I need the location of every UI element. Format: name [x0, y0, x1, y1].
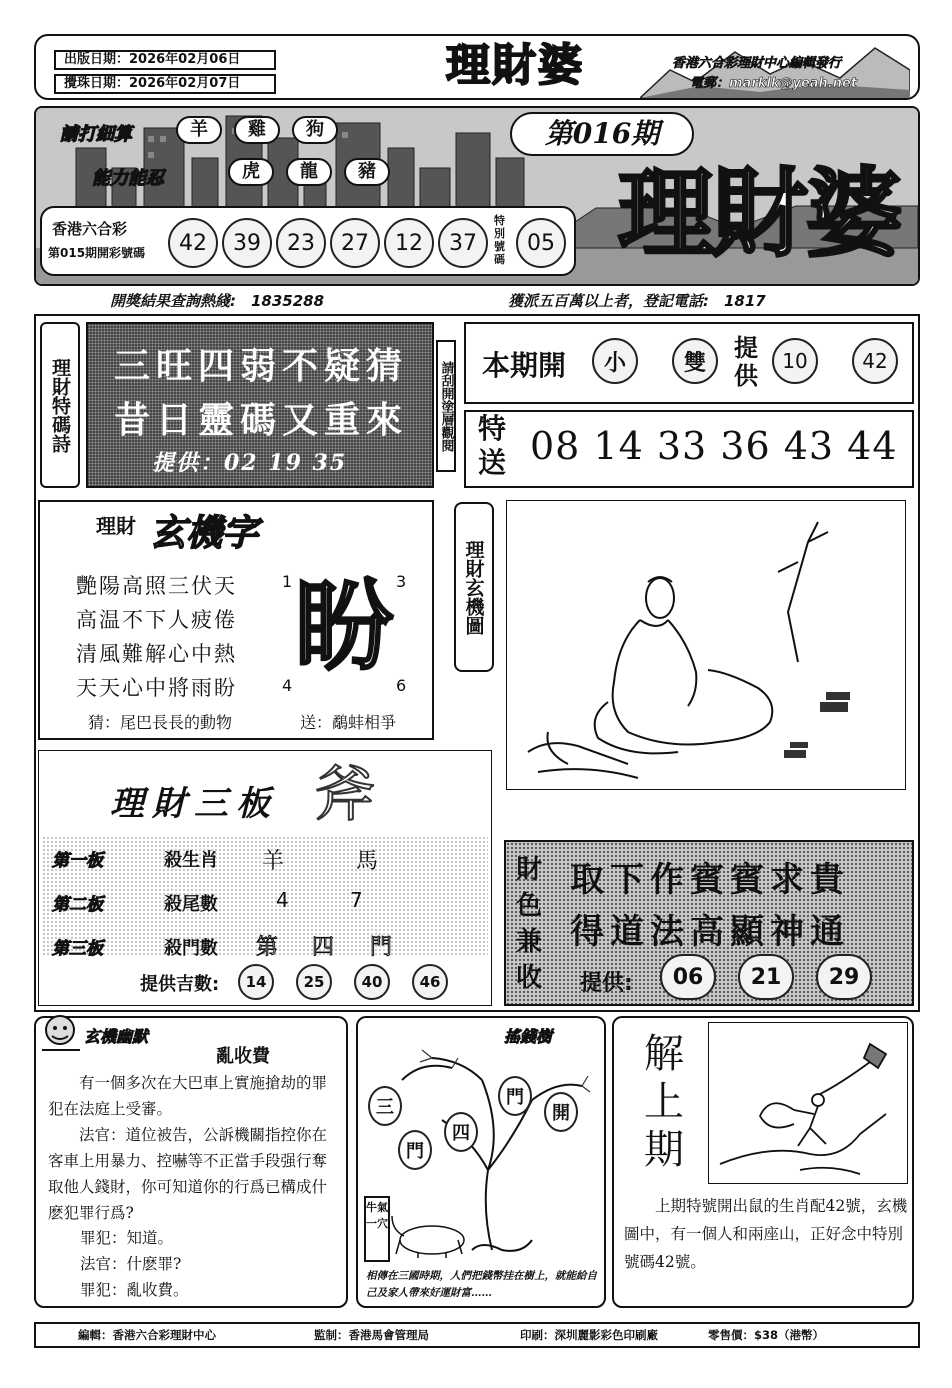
zodiac-item: 雞 [234, 116, 280, 144]
hotline-right: 獲派五百萬以上者，登記電話: 1817 [508, 292, 766, 310]
scratch-note: 請刮開塗層觀閱 [438, 360, 454, 452]
special-label: 特別號碼 [494, 214, 505, 266]
humor-para1: 有一個多次在大巴車上實施搶劫的罪犯在法庭上受審。 [48, 1074, 328, 1118]
riddle-corner-num: 4 [282, 676, 293, 695]
zodiac-item: 虎 [228, 158, 274, 186]
humor-line5: 罪犯：亂收費。 [80, 1281, 189, 1299]
wealth-line1: 取下作賓賓求貴 [570, 860, 850, 900]
provide-ball: 42 [852, 338, 898, 384]
result-ball: 23 [276, 218, 326, 268]
special-send-label: 特送 [478, 412, 507, 479]
footer-editor: 編輯：香港六合彩理財中心 [78, 1328, 216, 1342]
axes-row-name: 第二板 [52, 895, 103, 915]
wealth-ball: 06 [660, 954, 716, 1000]
riddle-line: 艷陽高照三伏天 [76, 574, 237, 598]
riddle-send: 送：鷸蚌相爭 [300, 713, 397, 732]
pick-ball: 雙 [672, 338, 718, 384]
humor-subtitle: 亂收費 [216, 1046, 270, 1067]
result-ball: 37 [438, 218, 488, 268]
wealth-side-label: 財色兼收 [515, 855, 542, 993]
last-issue-label: 解上期 [644, 1031, 684, 1173]
humor-title: 玄機幽默 [84, 1027, 149, 1046]
humor-line3: 罪犯：知道。 [80, 1229, 174, 1247]
riddle-line: 天天心中將雨盼 [76, 676, 237, 700]
pick-ball: 小 [592, 338, 638, 384]
axes-row-action: 殺尾數 [164, 894, 218, 915]
axes-row-value: 馬 [356, 849, 379, 874]
result-ball: 42 [168, 218, 218, 268]
center-line1: 香港六合彩理財中心編輯發行 [672, 56, 842, 71]
zodiac-item: 豬 [344, 158, 390, 186]
result-ball: 27 [330, 218, 380, 268]
axes-row-value: 門 [370, 935, 393, 960]
tree-fruit: 開 [544, 1092, 578, 1132]
tree-fruit: 三 [368, 1086, 402, 1126]
wealth-ball: 21 [738, 954, 794, 1000]
lucky-ball: 46 [412, 964, 448, 1000]
zodiac-set-2 [228, 158, 390, 186]
riddle-title-small: 理財 [96, 514, 136, 538]
zodiac-set-1 [176, 116, 338, 144]
axes-row-value: 羊 [262, 849, 285, 874]
three-axes-glyph: 斧 [315, 760, 375, 830]
wealth-ball: 29 [816, 954, 872, 1000]
lucky-ball: 14 [238, 964, 274, 1000]
tree-fruit: 門 [498, 1076, 532, 1116]
axes-row-action: 殺生肖 [164, 850, 218, 871]
tree-stamp: 牛氣一穴 [364, 1196, 390, 1262]
results-box [40, 206, 576, 276]
axes-row-name: 第一板 [52, 851, 103, 871]
zodiac-item: 羊 [176, 116, 222, 144]
zodiac-label-2: 能力能忍 [92, 168, 164, 189]
wealth-provide-label: 提供: [580, 971, 633, 996]
axes-row-value: 4 [276, 888, 289, 912]
three-axes-title: 理財三板 [110, 784, 278, 824]
poem-side-label: 理財特碼詩 [49, 357, 71, 453]
tree-fruit: 四 [444, 1112, 478, 1152]
footer-price: 零售價：$38（港幣） [708, 1328, 825, 1342]
picture-label: 理財玄機圖 [462, 539, 485, 635]
riddle-title-big: 玄機字 [150, 513, 259, 554]
provide-ball: 10 [772, 338, 818, 384]
humor-line4: 法官：什麽罪? [80, 1255, 182, 1273]
riddle-line: 高温不下人疲倦 [76, 608, 237, 632]
tree-title: 搖錢樹 [504, 1027, 553, 1046]
last-issue-text: 上期特號開出鼠的生肖配42號，玄機圖中，有一個人和兩座山，正好念中特別號碼42號。 [624, 1197, 908, 1271]
top-title: 理財婆 [446, 40, 584, 91]
wealth-line2: 得道法高顯神通 [570, 912, 850, 952]
draw-date: 攪珠日期：2026年02月07日 [54, 74, 276, 94]
results-label-2: 第015期開彩號碼 [48, 246, 146, 260]
axes-row-name: 第三板 [52, 939, 103, 959]
tree-caption: 相傳在三國時期，人們把錢幣挂在樹上，就能給自己及家人帶來好運財富…… [366, 1270, 597, 1299]
axes-row-value: 第 [256, 935, 279, 960]
lucky-label: 提供吉數: [140, 974, 220, 995]
riddle-corner-num: 3 [396, 572, 407, 591]
zodiac-item: 龍 [286, 158, 332, 186]
footer-printer: 印刷：深圳麗影彩色印刷廠 [520, 1328, 658, 1342]
result-ball: 39 [222, 218, 272, 268]
axes-row-value: 7 [350, 888, 363, 912]
zodiac-item: 狗 [292, 116, 338, 144]
zodiac-label-1: 請打細算 [60, 124, 132, 145]
special-ball: 05 [516, 218, 566, 268]
provide-label: 提供 [734, 333, 758, 390]
poem-provide: 提供：02 19 35 [152, 450, 348, 476]
humor-para2: 法官：道位被告，公訴機關指控你在客車上用暴力、控嚇等不正當手段强行奪取他人錢財，你可知道你的行爲已構成什麽犯罪行爲? [48, 1126, 328, 1222]
footer-supervisor: 監制：香港馬會管理局 [314, 1328, 429, 1342]
big-title: 理財婆 [618, 157, 900, 270]
riddle-guess: 猜：尾巴長長的動物 [88, 713, 233, 732]
publish-date: 出版日期：2026年02月06日 [54, 50, 276, 70]
sage-illustration [508, 502, 904, 788]
axes-row-value: 四 [312, 935, 335, 960]
cartoon-icon [36, 1010, 86, 1054]
kite-illustration [710, 1024, 906, 1182]
this-issue-label: 本期開 [482, 349, 567, 382]
riddle-corner-num: 1 [282, 572, 293, 591]
lucky-ball: 40 [354, 964, 390, 1000]
results-label-1: 香港六合彩 [52, 220, 128, 238]
riddle-line: 清風難解心中熱 [76, 642, 237, 666]
hotline-left: 開獎結果查詢熱綫: 1835288 [110, 292, 325, 310]
riddle-char: 盼 [294, 570, 393, 684]
special-send-nums: 08 14 33 36 43 44 [530, 424, 898, 468]
center-line2: 電郵：marklk@yeah.net [690, 76, 858, 91]
issue-badge: 第016期 [510, 112, 694, 156]
poem-line1: 三旺四弱不疑猜 [113, 345, 408, 387]
tree-fruit: 門 [398, 1130, 432, 1170]
result-ball: 12 [384, 218, 434, 268]
poem-line2: 昔日靈碼又重來 [113, 399, 408, 441]
axes-row-action: 殺門數 [164, 938, 218, 959]
lucky-ball: 25 [296, 964, 332, 1000]
riddle-corner-num: 6 [396, 676, 407, 695]
